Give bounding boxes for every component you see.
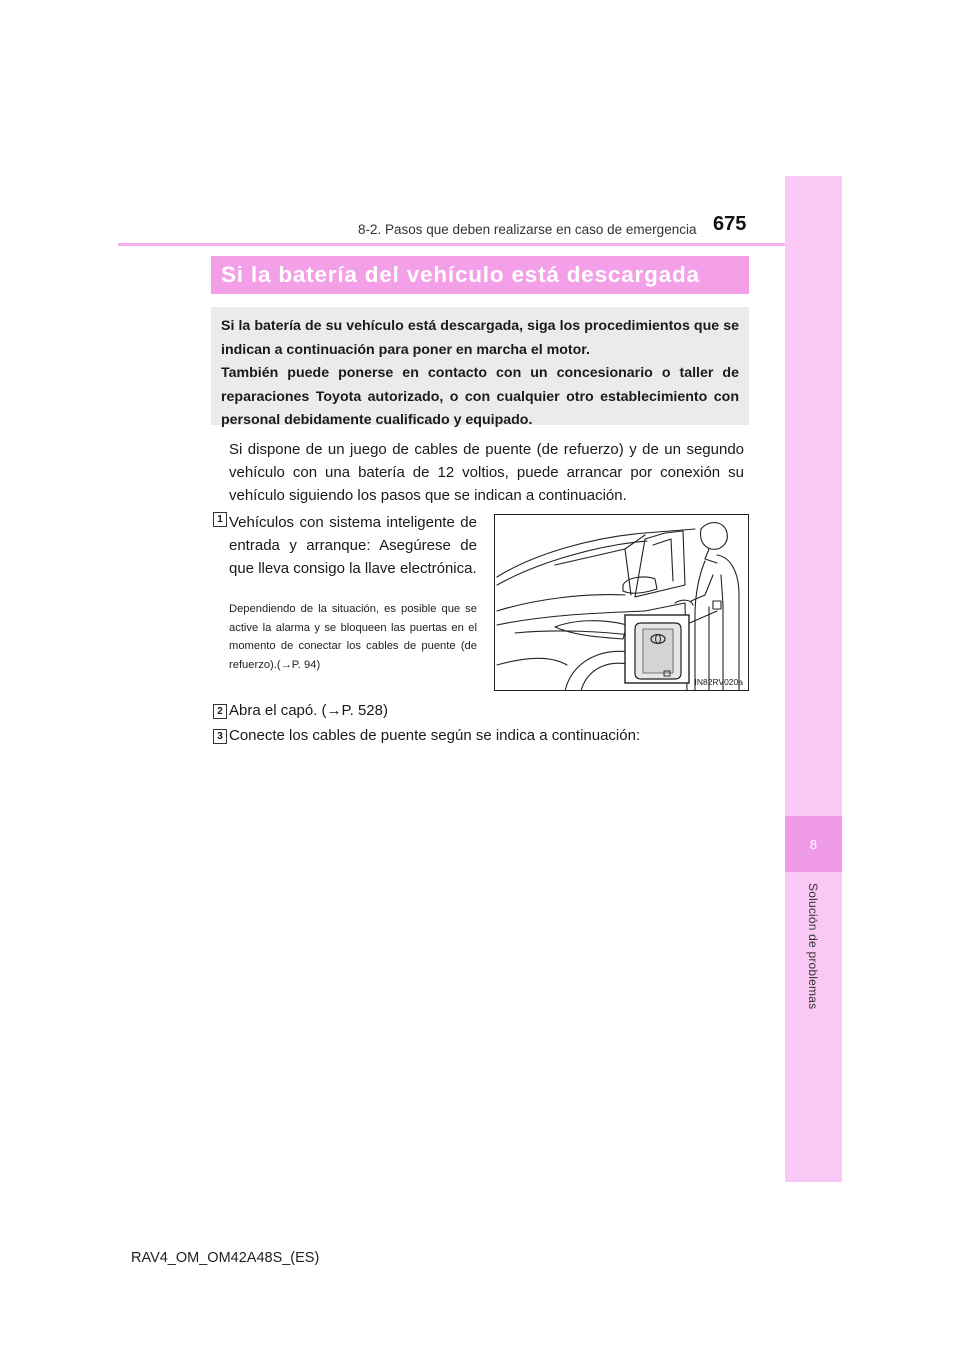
illustration-smart-key: [494, 514, 749, 691]
step-number-3: 3: [213, 729, 227, 744]
body-paragraph: Si dispone de un juego de cables de puente (de refuerzo) y de un segundo vehículo con una batería de 12 voltios, puede arrancar por conexión su vehículo siguiendo los pasos que se indican a continuación.: [229, 441, 744, 504]
running-head: 8-2. Pasos que deben realizarse en caso de emergencia: [358, 222, 697, 237]
intro-paragraph-1: Si la batería de su vehículo está descargada, siga los procedimientos que se indican a continuación para poner en marcha el motor.: [221, 318, 739, 358]
chapter-number: 8: [809, 836, 818, 852]
intro-box: [211, 307, 749, 429]
header-divider: [118, 243, 785, 246]
step-3-text: Conecte los cables de puente según se indica a continuación:: [229, 727, 641, 744]
step-1-text: Vehículos con sistema inteligente de entrada y arranque: Asegúrese de que lleva consigo la llave electrónica.: [229, 514, 477, 577]
chapter-number-tab: [785, 816, 842, 872]
chapter-title: Solución de problemas: [806, 883, 820, 1010]
car-door-illustration: [495, 515, 749, 691]
intro-paragraph-2: También puede ponerse en contacto con un concesionario o taller de reparaciones Toyota autorizado, o con cualquier otro establecimiento con personal debidamente cualificado y equipado.: [221, 365, 739, 429]
step-number-1: 1: [213, 512, 227, 527]
smart-key-icon: [635, 623, 681, 679]
page-number: 675: [713, 213, 747, 235]
step-2-text: Abra el capó. (→P. 528): [229, 702, 388, 719]
figure-code: IN82RV020a: [694, 677, 743, 687]
section-title: Si la batería del vehículo está descargada: [211, 256, 749, 294]
chapter-title-vertical: [784, 883, 842, 1043]
step-number-2: 2: [213, 704, 227, 719]
document-id: RAV4_OM_OM42A48S_(ES): [131, 1250, 320, 1266]
step-1-note: Dependiendo de la situación, es posible que se active la alarma y se bloqueen las puertas en el momento de conectar los cables de puente (de refuerzo).(→P. 94): [229, 603, 477, 671]
